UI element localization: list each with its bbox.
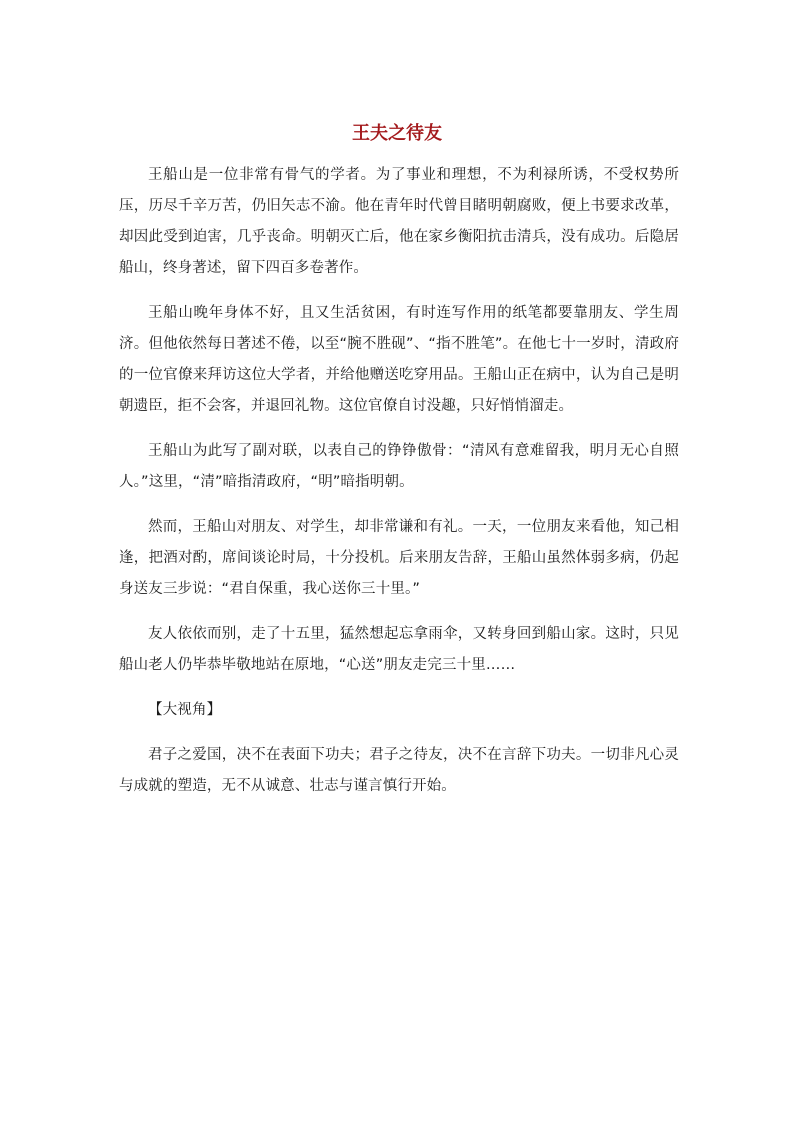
paragraph-2: 王船山晚年身体不好，且又生活贫困，有时连写作用的纸笔都要靠朋友、学生周济。但他依然每日著述不倦，以至“腕不胜砚”、“指不胜笔”。在他七十一岁时，清政府的一位官僚来拜访这位大学者，并给他赠送吃穿用品。王船山正在病中，认为自己是明朝遗臣，拒不会客，并退回礼物。这位官僚自讨没趣，只好悄悄溜走。 xyxy=(119,305,679,414)
document-body xyxy=(119,160,679,816)
paragraph-3: 王船山为此写了副对联，以表自己的铮铮傲骨：“清风有意难留我，明月无心自照人。”这里，“清”暗指清政府，“明”暗指明朝。 xyxy=(119,443,679,490)
paragraph-6: 君子之爱国，决不在表面下功夫；君子之待友，决不在言辞下功夫。一切非凡心灵与成就的塑造，无不从诚意、壮志与谨言慎行开始。 xyxy=(119,747,679,794)
paragraph-1: 王船山是一位非常有骨气的学者。为了事业和理想，不为利禄所诱，不受权势所压，历尽千辛万苦，仍旧矢志不渝。他在青年时代曾目睹明朝腐败，便上书要求改革，却因此受到迫害，几乎丧命。明朝灭亡后，他在家乡衡阳抗击清兵，没有成功。后隐居船山，终身著述，留下四百多卷著作。 xyxy=(119,167,679,276)
paragraph-4: 然而，王船山对朋友、对学生，却非常谦和有礼。一天，一位朋友来看他，知己相逢，把酒对酌，席间谈论时局，十分投机。后来朋友告辞，王船山虽然体弱多病，仍起身送友三步说：“君自保重，我心送你三十里。” xyxy=(119,519,679,597)
paragraph-5: 友人依依而别，走了十五里，猛然想起忘拿雨伞，又转身回到船山家。这时，只见船山老人仍毕恭毕敬地站在原地，“心送”朋友走完三十里…… xyxy=(119,626,679,673)
section-heading-big-perspective: 【大视角】 xyxy=(148,702,222,718)
document-title: 王夫之待友 xyxy=(352,123,442,144)
